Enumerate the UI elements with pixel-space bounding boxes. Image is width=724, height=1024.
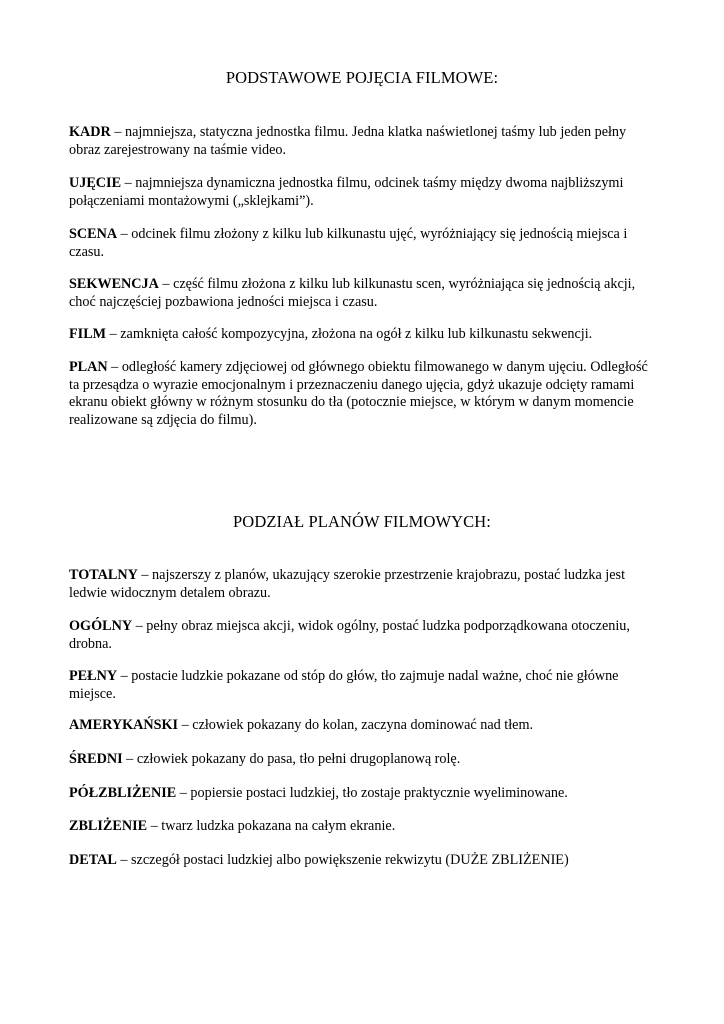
term-ujecie: UJĘCIE [69, 175, 122, 191]
term-plan: PLAN [69, 359, 108, 375]
term-sekwencja: SEKWENCJA [69, 276, 159, 292]
definition-kadr [69, 124, 661, 159]
section-1-heading: PODSTAWOWE POJĘCIA FILMOWE: [225, 68, 499, 87]
definition-text-totalny: – najszerszy z planów, ukazujący szerokie przestrzenie krajobrazu, postać ludzka jest ledwie widocznym detalem obrazu. [69, 567, 626, 601]
definition-ujecie [69, 175, 661, 210]
term-film: FILM [69, 326, 107, 342]
definition-detal [69, 852, 661, 870]
section-2-heading: PODZIAŁ PLANÓW FILMOWYCH: [233, 512, 491, 531]
definition-text-scena: – odcinek filmu złożony z kilku lub kilkunastu ujęć, wyróżniający się jednością miejsca i czasu. [69, 226, 628, 260]
term-detal: DETAL [69, 852, 117, 868]
definition-text-sredni: – człowiek pokazany do pasa, tło pełni drugoplanową rolę. [122, 751, 461, 767]
definition-text-polzblizenie: – popiersie postaci ludzkiej, tło zostaje praktycznie wyeliminowane. [176, 785, 568, 801]
term-kadr: KADR [69, 124, 111, 140]
definition-totalny [69, 567, 661, 602]
term-ogolny: OGÓLNY [69, 618, 133, 634]
definition-text-sekwencja: – część filmu złożona z kilku lub kilkunastu scen, wyróżniająca się jednością akcji, choć najczęściej pozbawiona jedności miejsca i czasu. [69, 276, 636, 310]
definition-text-ujecie: – najmniejsza dynamiczna jednostka filmu, odcinek taśmy między dwoma najbliższymi połączeniami montażowymi („sklejkami”). [69, 175, 624, 209]
definition-sredni [69, 751, 661, 769]
term-sredni: ŚREDNI [69, 751, 123, 767]
definition-text-film: – zamknięta całość kompozycyjna, złożona na ogół z kilku lub kilkunastu sekwencji. [106, 326, 593, 342]
definition-text-ogolny: – pełny obraz miejsca akcji, widok ogólny, postać ludzka podporządkowana otoczeniu, drobna. [69, 618, 630, 652]
definition-polzblizenie [69, 785, 661, 803]
definition-sekwencja [69, 276, 661, 311]
definition-text-pelny: – postacie ludzkie pokazane od stóp do głów, tło zajmuje nadal ważne, choć nie główne miejsce. [69, 668, 619, 702]
definition-ogolny [69, 618, 661, 653]
term-polzblizenie: PÓŁZBLIŻENIE [69, 785, 177, 801]
definition-text-kadr: – najmniejsza, statyczna jednostka filmu. Jedna klatka naświetlonej taśmy lub jeden pełny obraz zarejestrowany na taśmie video. [69, 124, 627, 158]
definition-text-zblizenie: – twarz ludzka pokazana na całym ekranie. [147, 818, 396, 834]
definition-text-plan: – odległość kamery zdjęciowej od głównego obiektu filmowanego w danym ujęciu. Odległość ta przesądza o wyrazie emocjonalnym i przeznaczeniu danego ujęcia, gdyż ukazuje odcięty ramami ekranu obiekt główny w różnym stosunku do tła (potocznie miejsce, w którym w danym momencie realizowane są zdjęcia do filmu). [69, 359, 648, 428]
definition-scena [69, 226, 661, 261]
definition-film [69, 326, 661, 344]
definition-text-detal: – szczegół postaci ludzkiej albo powiększenie rekwizytu (DUŻE ZBLIŻENIE) [116, 852, 569, 868]
term-zblizenie: ZBLIŻENIE [69, 818, 148, 834]
term-pelny: PEŁNY [69, 668, 118, 684]
definition-amerykanski [69, 717, 661, 735]
definition-text-amerykanski: – człowiek pokazany do kolan, zaczyna dominować nad tłem. [178, 717, 534, 733]
definition-plan [69, 359, 661, 429]
term-amerykanski: AMERYKAŃSKI [69, 717, 179, 733]
definition-pelny [69, 668, 661, 703]
term-scena: SCENA [69, 226, 118, 242]
definition-zblizenie [69, 818, 661, 836]
term-totalny: TOTALNY [69, 567, 138, 583]
